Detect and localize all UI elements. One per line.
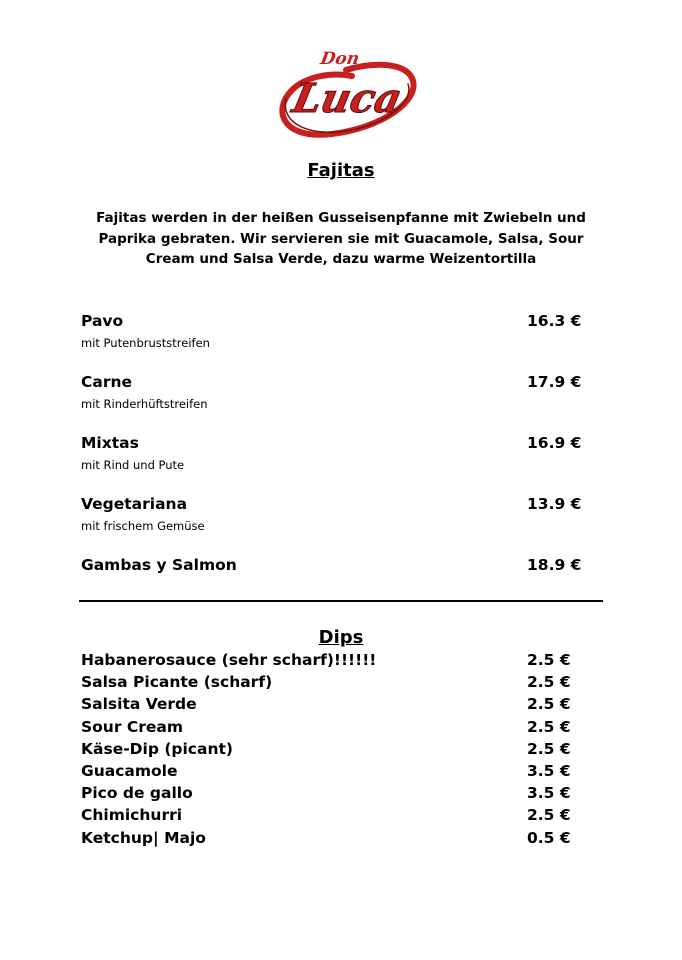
fajita-item-mixtas [81,432,601,493]
fajita-price: 16.3 € [527,312,582,330]
dips-title: Dips [318,627,364,648]
fajita-name: Gambas y Salmon [81,556,237,574]
dip-price: 2.5 € [527,739,571,758]
fajita-item-vegetariana [81,493,601,554]
fajita-price: 16.9 € [527,434,582,452]
dip-item [81,784,601,806]
fajitas-list [81,310,601,615]
fajitas-title: Fajitas [307,160,375,181]
logo-graphic [262,40,422,144]
dip-price: 3.5 € [527,784,571,803]
dip-name: Sour Cream [81,717,184,736]
dip-name: Ketchup| Majo [81,828,206,847]
dip-item [81,651,601,673]
fajita-price: 17.9 € [527,373,582,391]
fajita-item-gambas-y-salmon [81,554,601,615]
dip-name: Chimichurri [81,806,183,825]
dip-price: 2.5 € [527,695,571,714]
don-luca-logo [262,40,422,144]
dip-price: 3.5 € [527,761,571,780]
logo-top-text: Don [318,49,361,69]
dip-price: 0.5 € [527,828,571,847]
dip-item [81,829,601,851]
dip-name: Salsita Verde [81,695,197,714]
fajita-description: mit Putenbruststreifen [81,336,210,350]
dip-name: Pico de gallo [81,784,193,803]
dip-item [81,695,601,717]
dip-name: Salsa Picante (scharf) [81,673,273,692]
dip-name: Käse-Dip (picant) [81,739,233,758]
dip-item [81,673,601,695]
dip-price: 2.5 € [527,806,571,825]
fajita-name: Carne [81,373,133,391]
dip-name: Habanerosauce (sehr scharf)!!!!!! [81,651,377,669]
dips-list [81,651,601,851]
dip-item [81,762,601,784]
fajita-name: Vegetariana [81,495,188,513]
dip-item [81,740,601,762]
fajita-name: Mixtas [81,434,139,452]
fajita-price: 18.9 € [527,556,582,574]
fajita-item-carne [81,371,601,432]
logo-main-text: Luca [288,74,407,122]
fajita-name: Pavo [81,312,124,330]
section-divider [79,600,603,602]
dip-price: 2.5 € [527,673,571,692]
dip-price: 2.5 € [527,717,571,736]
fajita-description: mit frischem Gemüse [81,519,205,533]
fajitas-intro: Fajitas werden in der heißen Gusseisenpfanne mit Zwiebeln und Paprika gebraten. Wir servieren sie mit Guacamole, Salsa, Sour Cream und Salsa Verde, dazu warme Weizentortilla [96,210,586,267]
fajita-description: mit Rind und Pute [81,458,185,472]
dip-name: Guacamole [81,761,178,780]
fajita-item-pavo [81,310,601,371]
dip-item [81,806,601,828]
fajita-price: 13.9 € [527,495,582,513]
dip-price: 2.5 € [527,651,571,669]
dip-item [81,718,601,740]
fajita-description: mit Rinderhüftstreifen [81,397,208,411]
